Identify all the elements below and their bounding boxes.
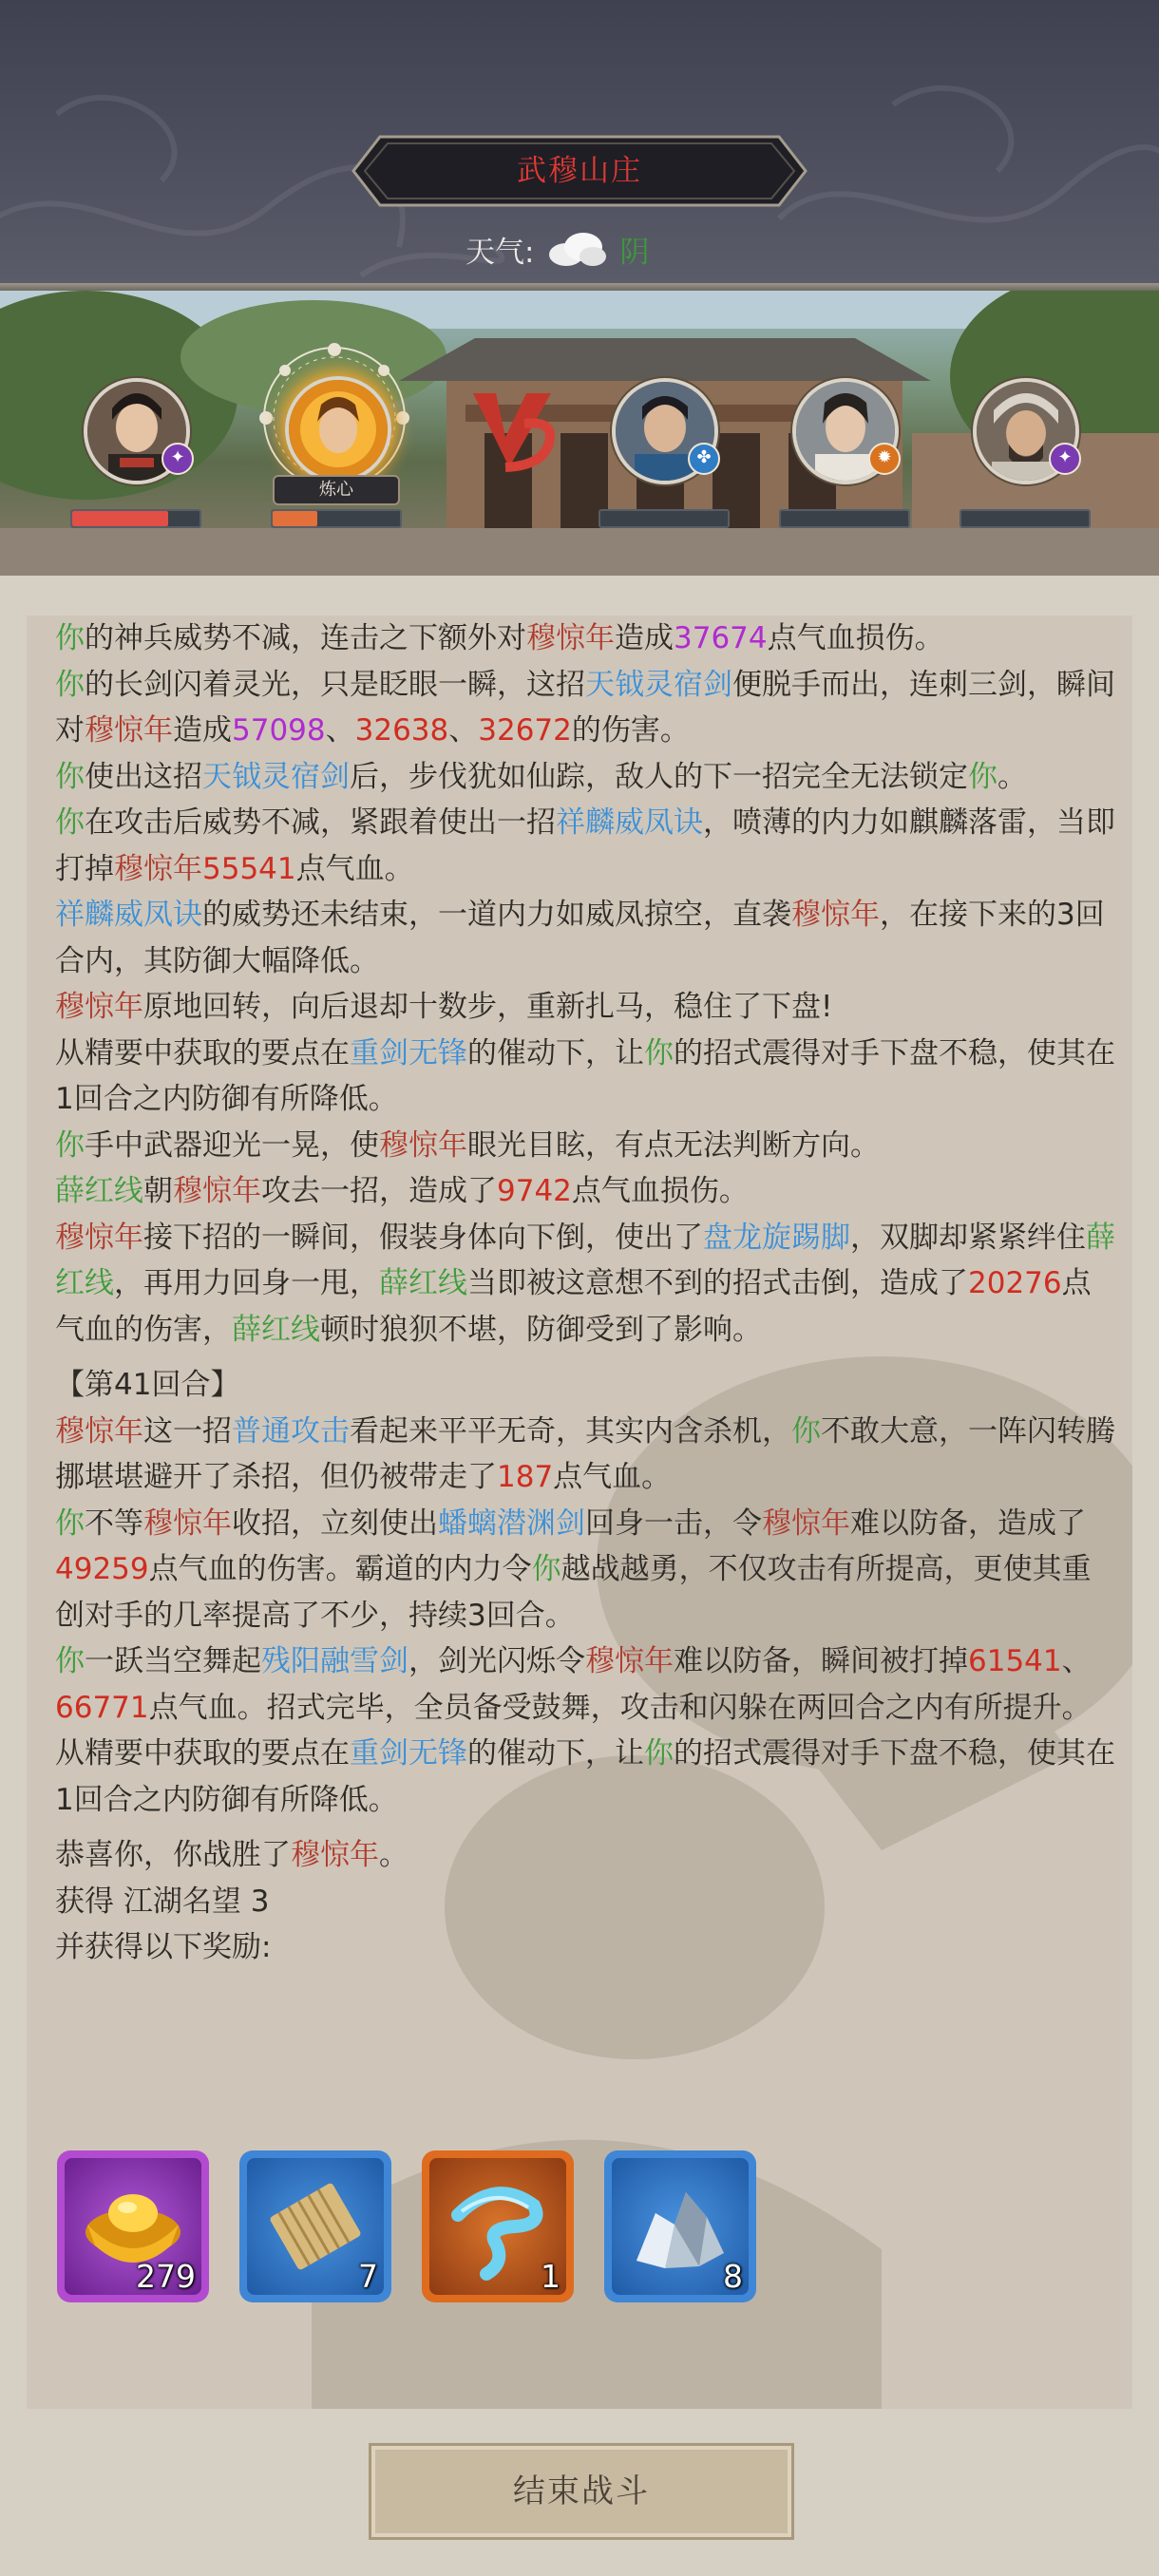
hp-bar: [779, 509, 910, 528]
location-title-plate: [352, 135, 808, 207]
log-line: 你不等穆惊年收招，立刻使出蟠螭潜渊剑回身一击，令穆惊年难以防备，造成了49259点气血的伤害。霸道的内力令你越战越勇，不仅攻击有所提高，更使其重创对手的几率提高了不少，持续3回合。: [55, 1506, 1092, 1633]
reward-item[interactable]: [57, 2150, 209, 2302]
reward-items: [57, 2150, 756, 2302]
log-line: 穆惊年这一招普通攻击看起来平平无奇，其实内含杀机，你不敢大意，一阵闪转腾挪堪堪避开了杀招，但仍被带走了187点气血。: [55, 1413, 1115, 1494]
log-line: 你一跃当空舞起残阳融雪剑，剑光闪烁令穆惊年难以防备，瞬间被打掉61541、66771点气血。招式完毕，全员备受鼓舞，攻击和闪躲在两回合之内有所提升。: [55, 1644, 1092, 1725]
hp-bar: [598, 509, 730, 528]
cloud-icon: [545, 228, 608, 270]
log-line: 从精要中获取的要点在重剑无锋的催动下，让你的招式震得对手下盘不稳，使其在1回合之内防御有所降低。: [55, 1736, 1115, 1817]
header: [0, 0, 1159, 285]
hp-bar: [960, 509, 1091, 528]
log-line: 祥麟威凤诀的威势还未结束，一道内力如威凤掠空，直袭穆惊年，在接下来的3回合内，其防御大幅降低。: [55, 898, 1105, 978]
vs-icon: [467, 380, 555, 475]
log-line: 薛红线朝穆惊年攻去一招，造成了9742点气血损伤。: [55, 1174, 749, 1208]
item-count: 279: [136, 2258, 196, 2295]
hp-bar: [70, 509, 201, 528]
hp-fill: [273, 511, 317, 526]
log-line: 你的长剑闪着灵光，只是眨眼一瞬，这招天钺灵宿剑便脱手而出，连刺三剑，瞬间对穆惊年造成57098、32638、32672的伤害。: [55, 667, 1115, 748]
fire-icon: ✹: [868, 443, 901, 475]
victory-message: 恭喜你，你战胜了穆惊年。: [55, 1838, 408, 1872]
round-header: 【第41回合】: [55, 1368, 240, 1402]
reward-item[interactable]: [422, 2150, 574, 2302]
log-line: 从精要中获取的要点在重剑无锋的催动下，让你的招式震得对手下盘不稳，使其在1回合之内防御有所降低。: [55, 1035, 1115, 1116]
log-line: 你在攻击后威势不减，紧跟着使出一招祥麟威凤诀，喷薄的内力如麒麟落雷，当即打掉穆惊年55541点气血。: [55, 805, 1115, 886]
hero-portrait: [289, 380, 388, 479]
reward-item[interactable]: [239, 2150, 391, 2302]
log-line: 你的神兵威势不减，连击之下额外对穆惊年造成37674点气血损伤。: [55, 621, 944, 655]
fan-icon: ✤: [688, 443, 720, 475]
weather-value: 阴: [619, 235, 650, 270]
weather-label: 天气:: [466, 235, 535, 270]
hp-fill: [72, 511, 168, 526]
log-line: 你手中武器迎光一晃，使穆惊年眼光目眩，有点无法判断方向。: [55, 1127, 880, 1163]
battle-log-panel[interactable]: [27, 616, 1132, 2409]
weather-indicator: [466, 222, 649, 275]
status-tag: 炼心: [273, 475, 400, 505]
battle-log: [55, 616, 1119, 1971]
item-count: 7: [358, 2258, 378, 2295]
log-line: 穆惊年接下招的一瞬间，假装身体向下倒，使出了盘龙旋踢脚，双脚却紧紧绊住薛红线，再用力回身一甩，薛红线当即被这意想不到的招式击倒，造成了20276点气血的伤害，薛红线顿时狼狈不堪，防御受到了影响。: [55, 1220, 1115, 1347]
sword-icon: ✦: [1049, 443, 1081, 475]
header-divider: [0, 283, 1159, 291]
reward-item[interactable]: [604, 2150, 756, 2302]
fame-reward: 获得 江湖名望 3: [55, 1884, 270, 1919]
hp-bar: [271, 509, 402, 528]
item-count: 1: [541, 2258, 560, 2295]
item-count: 8: [723, 2258, 743, 2295]
location-title: 武穆山庄: [517, 154, 642, 188]
avatar: [285, 376, 391, 483]
log-line: 穆惊年原地回转，向后退却十数步，重新扎马，稳住了下盘!: [55, 990, 833, 1024]
log-line: 你使出这招天钺灵宿剑后，步伐犹如仙踪，敌人的下一招完全无法锁定你。: [55, 759, 1027, 794]
battle-scene: [0, 291, 1159, 576]
rewards-header: 并获得以下奖励:: [55, 1930, 272, 1964]
sword-icon: ✦: [162, 443, 194, 475]
end-battle-button[interactable]: 结束战斗: [369, 2443, 794, 2540]
